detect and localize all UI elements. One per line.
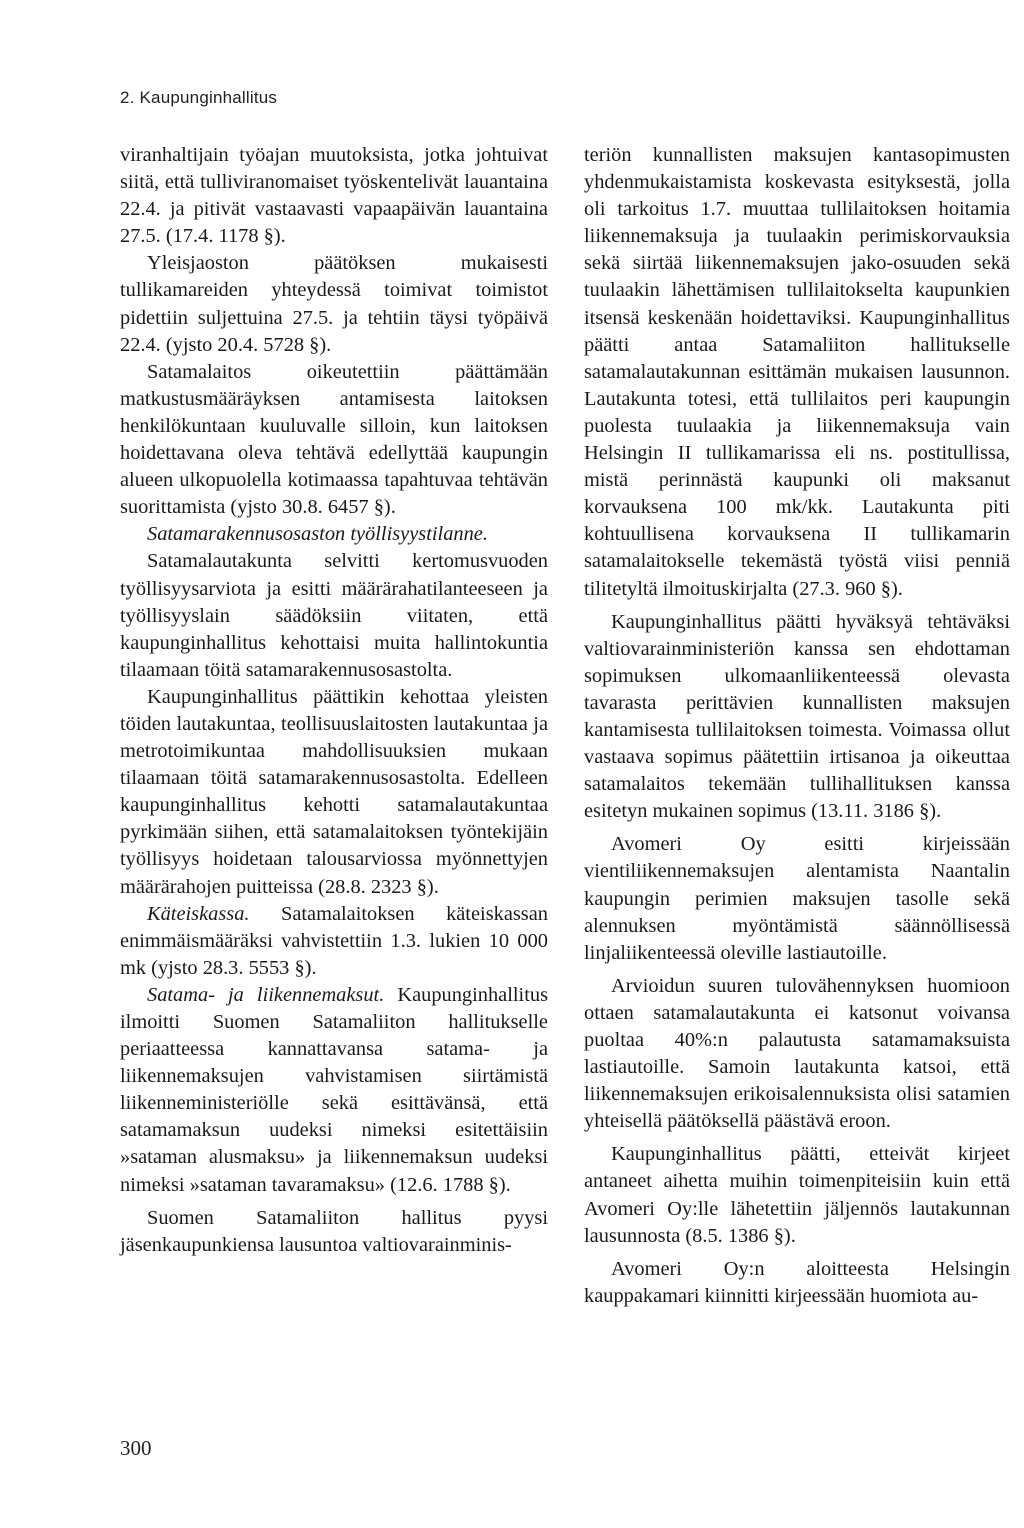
paragraph: Satamalautakunta selvitti kertomusvuoden työllisyysarviota ja esitti määrärahatilanteeseen ja työllisyyslain säädöksiin viitaten, että kaupunginhallitus kehottaisi muita hallintokuntia tilaamaan töitä satamarakennusosastolta. <box>120 550 548 681</box>
right-column <box>584 142 1010 1310</box>
paragraph: Käteiskassa. Satamalaitoksen käteiskassan enimmäismääräksi vahvistettiin 1.3. lukien 10 000 mk (yjsto 28.3. 5553 §). <box>120 902 548 979</box>
section-heading: Satamarakennusosaston työllisyystilanne. <box>147 523 488 546</box>
paragraph: Satama- ja liikennemaksut. Kaupunginhallitus ilmoitti Suomen Satamaliiton hallitukselle periaatteessa kannattavansa satama- ja liikennemaksujen vahvistamisen siirtämistä liikenneministeriölle sekä esittävänsä, että satamamaksun uudeksi nimeksi esitettäisiin »sataman alusmaksu» ja liikennemaksun uudeksi nimeksi »sataman tavaramaksu» (12.6. 1788 §). <box>120 983 549 1196</box>
paragraph: viranhaltijain työajan muutoksista, jotka johtuivat siitä, että tulliviranomaiset työskentelivät lauantaina 22.4. ja pitivät vastaavasti vapaapäivän lauantaina 27.5. (17.4. 1178 §). <box>120 144 548 248</box>
paragraph: Kaupunginhallitus päätti hyväksyä tehtäväksi valtiovarainministeriön kanssa sen ehdottaman sopimuksen ulkomaanliikenteessä olevasta tavarasta perittävien kunnallisten maksujen kantamisesta tullilaitoksen toimesta. Voimassa ollut vastaava sopimus päätettiin irtisanoa ja oikeuttaa satamalaitos tekemään tullihallituksen kanssa esitetyn mukainen sopimus (13.11. 3186 §). <box>584 610 1010 823</box>
section-heading: Käteiskassa. <box>147 902 250 925</box>
left-column <box>120 142 548 1259</box>
paragraph: Kaupunginhallitus päätti, etteivät kirjeet antaneet aihetta muihin toimenpiteisiin kuin että Avomeri Oy:lle lähetettiin jäljennös lautakunnan lausunnosta (8.5. 1386 §). <box>584 1143 1010 1247</box>
paragraph: Avomeri Oy:n aloitteesta Helsingin kauppakamari kiinnitti kirjeessään huomiota au- <box>584 1257 1010 1307</box>
paragraph: teriön kunnallisten maksujen kantasopimusten yhdenmukaistamista koskevasta esityksestä, jolla oli tarkoitus 1.7. muuttaa tullilaitoksen hoitamia liikennemaksuja ja tuulaakin perimiskorvauksia sekä siirtää liikennemaksujen jako-osuuden sekä tuulaakin lähettämisen tullilaitokselta kaupunkien itsensä keskenään hoidettaviksi. Kaupunginhallitus päätti antaa Satamaliiton hallitukselle satamalautakunnan esittämän mukaisen lausunnon. Lautakunta totesi, että tullilaitos peri kaupungin puolesta tuulaakia ja liikennemaksuja vain Helsingin II tullikamarissa eli ns. postitullissa, mistä perinnästä kaupunki oli maksanut korvauksena 100 mk/kk. Lautakunta piti kohtuullisena korvauksena II tullikamarin satamalaitokselle tekemästä työstä viisi penniä tilitetyltä ilmoituskirjalta (27.3. 960 §). <box>584 144 1010 600</box>
paragraph: Kaupunginhallitus päättikin kehottaa yleisten töiden lautakuntaa, teollisuuslaitosten lautakuntaa ja metrotoimikuntaa mahdollisuuksien mukaan tilaamaan töitä satamarakennusosastolta. Edelleen kaupunginhallitus kehotti satamalautakuntaa pyrkimään siihen, että satamalaitoksen työntekijäin työllisyys hoidetaan talousarviossa myönnettyjen määrärahojen puitteissa (28.8. 2323 §). <box>120 685 548 898</box>
paragraph: Arvioidun suuren tulovähennyksen huomioon ottaen satamalautakunta ei katsonut voivansa puoltaa 40%:n palautusta satamamaksuista lastiautoille. Samoin lautakunta katsoi, että liikennemaksujen erikoisalennuksista olisi satamien yhteisellä päätöksellä päästävä eroon. <box>584 974 1010 1133</box>
section-heading: Satama- ja liikennemaksut. <box>147 983 385 1006</box>
page-number: 300 <box>120 1436 152 1460</box>
paragraph: Satamalaitos oikeutettiin päättämään matkustusmääräyksen antamisesta laitoksen henkilökuntaan kuuluvalle silloin, kun laitoksen hoidettavana oleva tehtävä edellyttää kaupungin alueen ulkopuolella kotimaassa tapahtuvaa tehtävän suorittamista (yjsto 30.8. 6457 §). <box>120 360 548 519</box>
running-header: 2. Kaupunginhallitus <box>120 88 278 107</box>
paragraph: Yleisjaoston päätöksen mukaisesti tullikamareiden yhteydessä toimivat toimistot pidettiin suljettuina 27.5. ja tehtiin täysi työpäivä 22.4. (yjsto 20.4. 5728 §). <box>120 252 548 356</box>
paragraph: Suomen Satamaliiton hallitus pyysi jäsenkaupunkiensa lausuntoa valtiovarainminis- <box>120 1206 548 1256</box>
paragraph: Avomeri Oy esitti kirjeissään vientiliikennemaksujen alentamista Naantalin kaupungin perimien maksujen tasolle sekä alennuksen myöntämistä säännöllisessä linjaliikenteessä oleville lastiautoille. <box>584 833 1010 964</box>
